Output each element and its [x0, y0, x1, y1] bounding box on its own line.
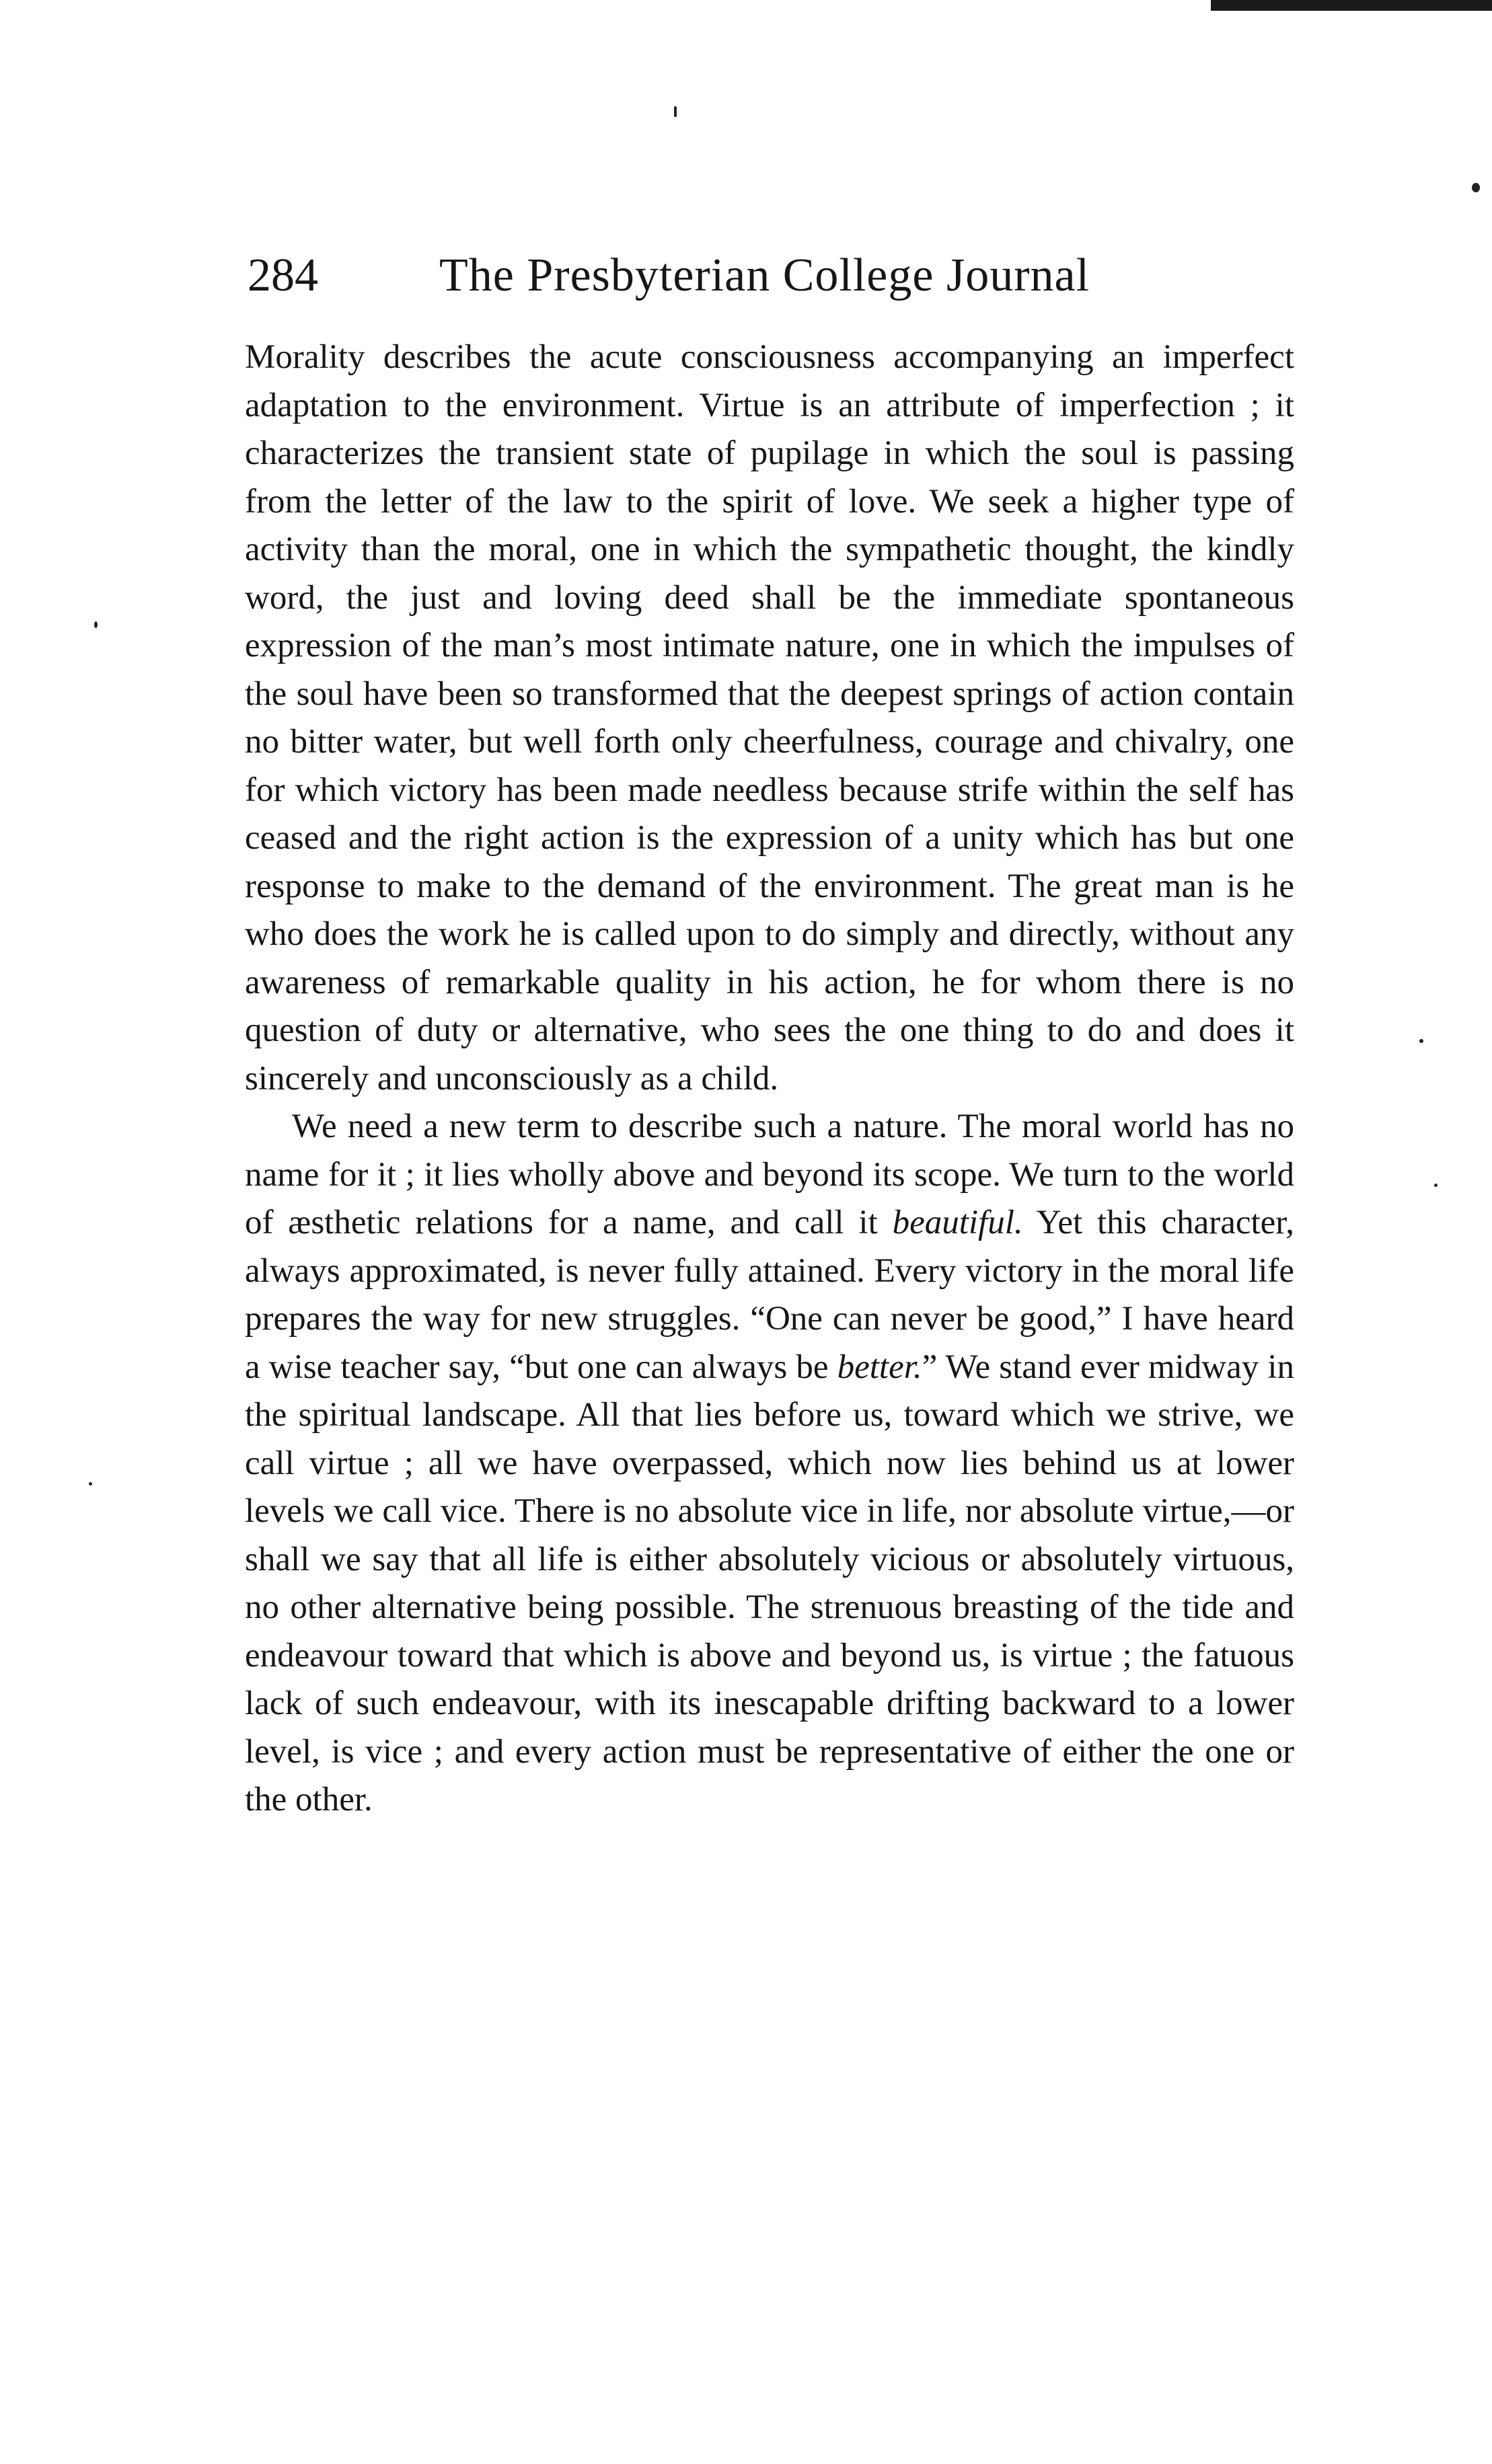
text-run: Morality describes the acute consciousness accompanying an imperfect adaptation to the environment. Virtue is an attribute of imperfection ; it characterizes the transient state of pupilage in which the soul is passing from the letter of the law to the spirit of love. We seek a higher type of activity than the moral, one in which the sympathetic thought, the kindly word, the just and loving deed shall be the immediate spontaneous expression of the man’s most intimate nature, one in which the impulses of the soul have been so transformed that the deepest springs of action contain no bitter water, but well forth only cheerfulness, courage and chivalry, one for which victory has been made needless because strife within the self has ceased and the right action is the expression of a unity which has but one response to make to the demand of the environment. The great man is he who does the work he is called upon to do simply and directly, without any awareness of remarkable quality in his action, he for whom there is no question of duty or alternative, who sees the one thing to do and does it sincerely and unconsciously as a child. — [245, 338, 1294, 1098]
running-header — [248, 249, 1122, 316]
paragraph — [245, 1103, 1294, 1824]
page-number: 284 — [248, 249, 318, 301]
italic-word: better. — [837, 1348, 922, 1386]
scan-speck — [1434, 1184, 1438, 1187]
text-run: Yet this character, always approximated, is never fully attained. Every victory in the moral life prepares the way for new struggles. “One can never be good,” I have heard a wise teacher say, “but one can always be — [245, 1204, 1294, 1386]
paragraph — [245, 334, 1294, 1103]
scan-speck — [89, 1482, 92, 1486]
scan-speck — [1419, 1039, 1423, 1043]
scan-speck — [674, 106, 677, 117]
scan-speck — [94, 621, 98, 628]
italic-word: beautiful. — [892, 1204, 1023, 1241]
scan-edge-mark — [1211, 0, 1492, 11]
scan-speck — [1472, 183, 1480, 192]
text-run: ” We stand ever midway in the spiritual landscape. All that lies before us, toward which we strive, we call virtue ; all we have overpassed, which now lies behind us at lower levels we call vice. There is no absolute vice in life, nor absolute virtue,—or shall we say that all life is either absolutely vicious or absolutely virtuous, no other alternative being possible. The strenuous breasting of the tide and endeavour toward that which is above and beyond us, is virtue ; the fatuous lack of such endeavour, with its inescapable drifting backward to a lower level, is vice ; and every action must be representative of either the one or the other. — [245, 1348, 1294, 1818]
body-text — [245, 334, 1294, 1824]
journal-title: The Presbyterian College Journal — [439, 249, 1090, 301]
text-run: We need a new term to describe such a nature. The moral world has no name for it ; it lies wholly above and beyond its scope. We turn to the world of æsthetic relations for a name, and call it — [245, 1108, 1294, 1241]
